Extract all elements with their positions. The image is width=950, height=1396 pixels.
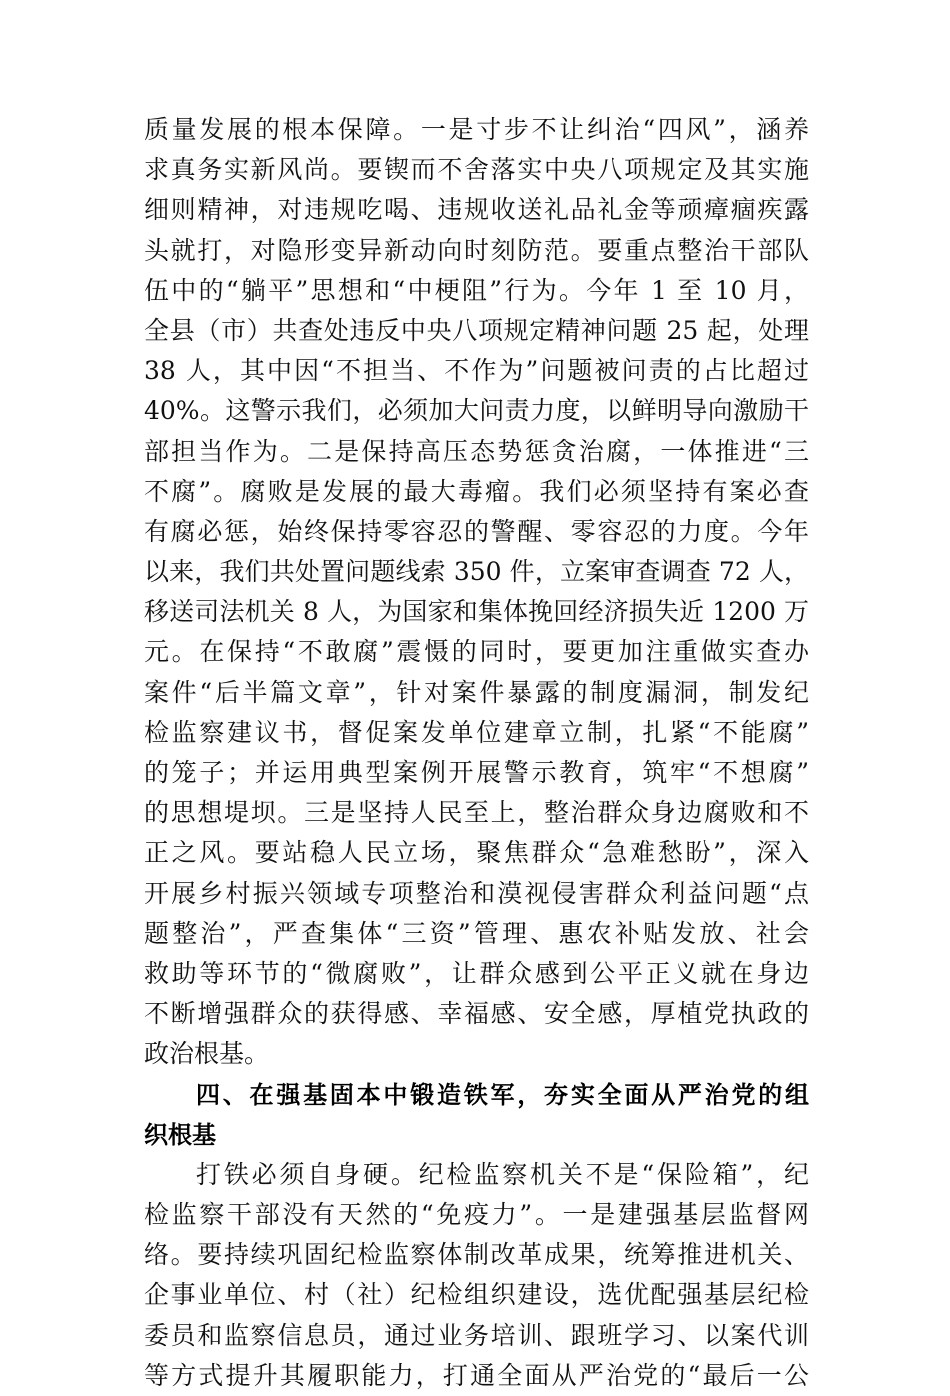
section-heading-4 [144, 1075, 809, 1155]
text-line: 40%。这警示我们，必须加大问责力度，以鲜明导向激励干 [144, 396, 809, 426]
text-line: 全县（市）共查处违反中央八项规定精神问题 25 起，处理 [144, 315, 809, 345]
text-line: 题整治”，严查集体“三资”管理、惠农补贴发放、社会 [144, 918, 809, 948]
heading-line: 织根基 [144, 1120, 216, 1149]
text-line: 等方式提升其履职能力，打通全面从严治党的“最后一公 [144, 1360, 809, 1390]
text-line: 络。要持续巩固纪检监察体制改革成果，统筹推进机关、 [144, 1240, 809, 1270]
paragraph-party-conduct [144, 110, 809, 1075]
text-line: 头就打，对隐形变异新动向时刻防范。要重点整治干部队 [144, 235, 809, 265]
text-line: 打铁必须自身硬。纪检监察机关不是“保险箱”，纪 [196, 1159, 809, 1189]
text-line: 部担当作为。二是保持高压态势惩贪治腐，一体推进“三 [144, 436, 809, 466]
text-line: 政治根基。 [144, 1039, 270, 1069]
text-line: 不断增强群众的获得感、幸福感、安全感，厚植党执政的 [144, 999, 809, 1029]
text-line: 38 人，其中因“不担当、不作为”问题被问责的占比超过 [144, 356, 809, 386]
body-text [144, 110, 809, 1396]
text-line: 不腐”。腐败是发展的最大毒瘤。我们必须坚持有案必查 [144, 476, 809, 506]
text-line: 求真务实新风尚。要锲而不舍落实中央八项规定及其实施 [144, 155, 809, 185]
text-line: 元。在保持“不敢腐”震慑的同时，要更加注重做实查办 [144, 637, 809, 667]
text-line: 案件“后半篇文章”，针对案件暴露的制度漏洞，制发纪 [144, 677, 809, 707]
text-line: 细则精神，对违规吃喝、违规收送礼品礼金等顽瘴痼疾露 [144, 195, 809, 225]
paragraph-self-discipline [144, 1155, 809, 1396]
text-line: 移送司法机关 8 人，为国家和集体挽回经济损失近 1200 万 [144, 597, 809, 627]
text-line: 救助等环节的“微腐败”，让群众感到公平正义就在身边 [144, 958, 809, 988]
text-line: 以来，我们共处置问题线索 350 件，立案审查调查 72 人， [144, 557, 809, 587]
text-line: 检监察建议书，督促案发单位建章立制，扎紧“不能腐” [144, 717, 809, 747]
text-line: 质量发展的根本保障。一是寸步不让纠治“四风”，涵养 [144, 115, 809, 144]
text-line: 委员和监察信息员，通过业务培训、跟班学习、以案代训 [144, 1320, 809, 1350]
text-line: 检监察干部没有天然的“免疫力”。一是建强基层监督网 [144, 1200, 809, 1230]
text-line: 有腐必惩，始终保持零容忍的警醒、零容忍的力度。今年 [144, 516, 809, 546]
text-line: 伍中的“躺平”思想和“中梗阻”行为。今年 1 至 10 月， [144, 275, 809, 305]
heading-line: 四、在强基固本中锻造铁军，夯实全面从严治党的组 [196, 1080, 809, 1109]
text-line: 正之风。要站稳人民立场，聚焦群众“急难愁盼”，深入 [144, 838, 809, 868]
text-line: 的思想堤坝。三是坚持人民至上，整治群众身边腐败和不 [144, 798, 809, 828]
text-line: 开展乡村振兴领域专项整治和漠视侵害群众利益问题“点 [144, 878, 809, 908]
text-line: 企事业单位、村（社）纪检组织建设，选优配强基层纪检 [144, 1280, 809, 1310]
text-line: 的笼子；并运用典型案例开展警示教育，筑牢“不想腐” [144, 758, 809, 787]
